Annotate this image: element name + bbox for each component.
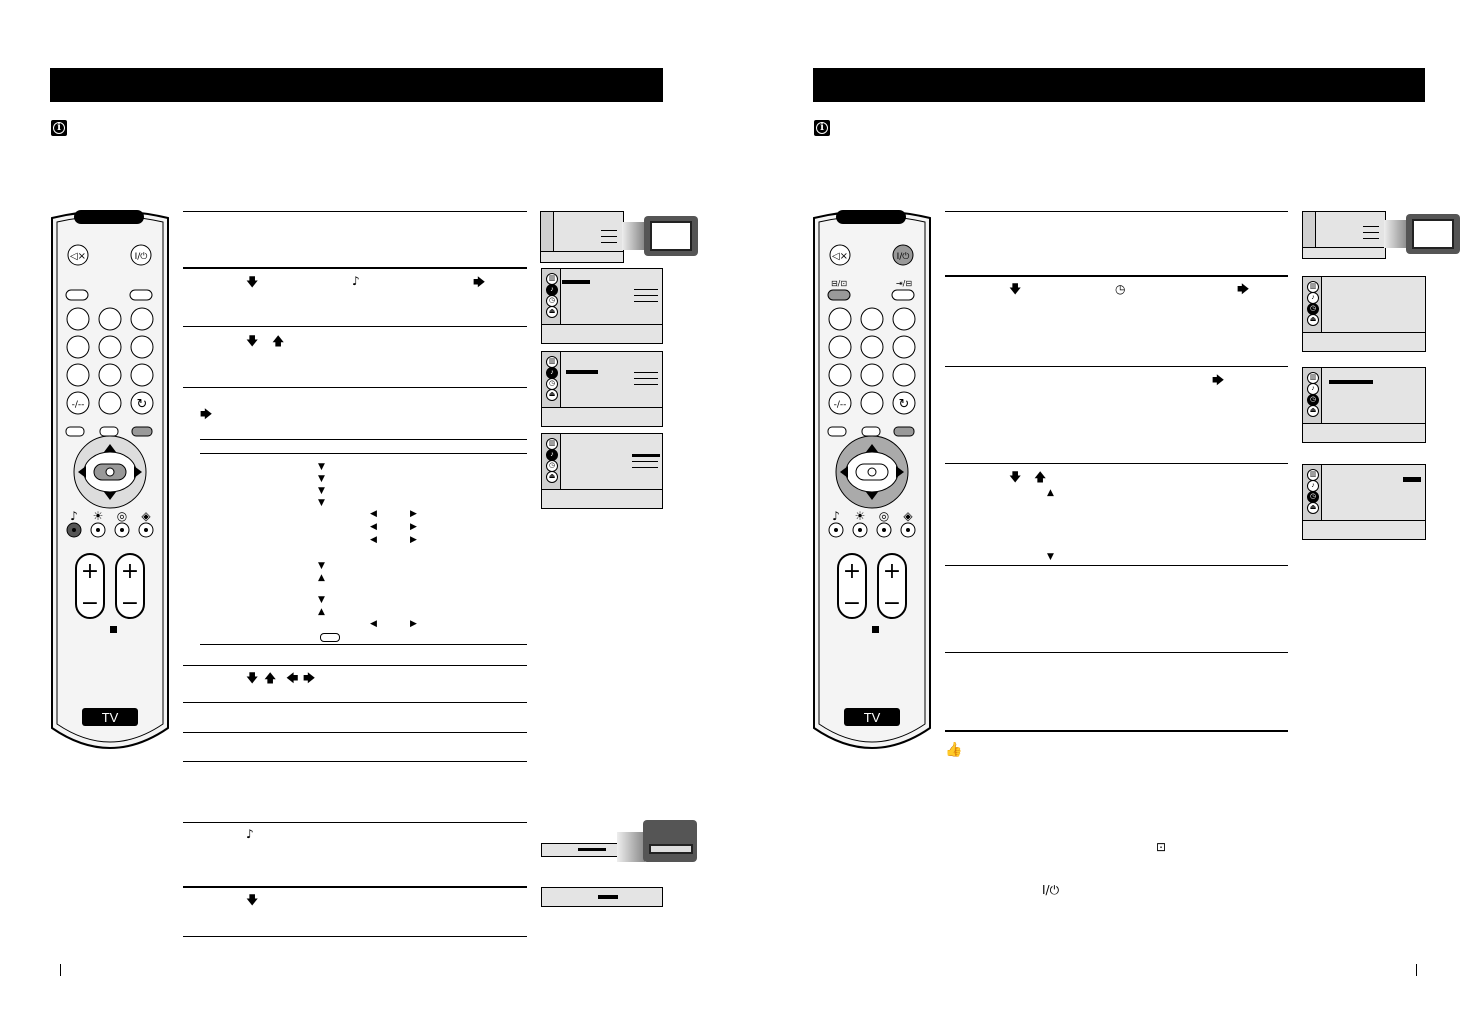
triangle-right-icon: ▶ xyxy=(410,535,417,545)
svg-text:☀: ☀ xyxy=(854,509,866,523)
triangle-right-icon: ▶ xyxy=(410,619,417,629)
remote-tv-label-right: TV xyxy=(863,710,881,725)
svg-text:I/⏻: I/⏻ xyxy=(134,252,148,262)
svg-text:-/--: -/-- xyxy=(71,400,85,410)
svg-text:I/⏻: I/⏻ xyxy=(896,252,910,262)
svg-text:☀: ☀ xyxy=(92,509,104,523)
arrow-left-icon: 🡄 xyxy=(286,671,299,685)
level-indicator xyxy=(541,887,663,907)
remote-control-right xyxy=(810,208,934,756)
triangle-down-icon: ▼ xyxy=(318,462,325,472)
ok-button-icon xyxy=(320,633,340,642)
note-icon: ♪ xyxy=(246,827,254,841)
arrow-up-icon: 🡅 xyxy=(272,334,285,348)
triangle-left-icon: ◀ xyxy=(370,619,377,629)
teletext-icon: ⊡ xyxy=(1156,840,1167,854)
hand-icon: 👍 xyxy=(945,742,963,758)
tv-set-icon-2 xyxy=(643,820,697,862)
arrow-up-icon: 🡅 xyxy=(264,671,277,685)
svg-text:−: − xyxy=(842,591,862,616)
svg-text:⊟/⊡: ⊟/⊡ xyxy=(830,279,848,288)
timer-menu-screen-2: ▥ ♪ ◷ ⏏ xyxy=(1302,367,1426,443)
tv-set-icon-right xyxy=(1406,214,1460,254)
triangle-left-icon: ◀ xyxy=(370,535,377,545)
svg-text:↻: ↻ xyxy=(898,397,910,412)
remote-control-left xyxy=(48,208,172,756)
svg-text:⇥/⊟: ⇥/⊟ xyxy=(895,279,913,288)
triangle-left-icon: ◀ xyxy=(370,509,377,519)
right-header-bar xyxy=(813,68,1425,102)
svg-text:+: + xyxy=(120,559,140,584)
triangle-up-icon: ▲ xyxy=(318,573,325,583)
sound-menu-screen-2: ▥ ♪ ◷ ⏏ xyxy=(541,351,663,427)
svg-text:◎: ◎ xyxy=(116,509,128,523)
left-header-bar xyxy=(50,68,663,102)
triangle-down-icon: ▼ xyxy=(318,486,325,496)
arrow-down-icon: 🡇 xyxy=(246,275,259,289)
svg-text:−: − xyxy=(882,591,902,616)
timer-icon: ◷ xyxy=(1115,282,1126,296)
triangle-down-icon: ▼ xyxy=(318,474,325,484)
remote-tv-label: TV xyxy=(101,710,119,725)
note-icon: ♪ xyxy=(352,274,360,288)
volume-bar-screen xyxy=(541,843,618,857)
menu-screen-main-right xyxy=(1302,211,1386,259)
svg-text:+: + xyxy=(842,559,862,584)
triangle-down-icon: ▼ xyxy=(318,561,325,571)
arrow-right-icon: 🡆 xyxy=(1212,373,1225,387)
arrow-right-icon: 🡆 xyxy=(200,407,213,421)
svg-text:+: + xyxy=(882,559,902,584)
menu-screen-main xyxy=(540,211,624,263)
info-icon: i xyxy=(51,120,67,136)
arrow-down-icon: 🡇 xyxy=(246,893,259,907)
arrow-down-icon: 🡇 xyxy=(246,334,259,348)
timer-menu-screen-3: ▥ ♪ ◷ ⏏ xyxy=(1302,464,1426,540)
triangle-left-icon: ◀ xyxy=(370,522,377,532)
triangle-up-icon: ▲ xyxy=(318,607,325,617)
svg-text:◁×: ◁× xyxy=(69,251,87,262)
svg-text:◈: ◈ xyxy=(141,509,151,523)
triangle-up-icon: ▲ xyxy=(1047,488,1054,498)
arrow-right-icon: 🡆 xyxy=(473,275,486,289)
svg-text:◁×: ◁× xyxy=(831,251,849,262)
info-icon-right: i xyxy=(814,120,830,136)
sound-menu-screen: ▥ ♪ ◷ ⏏ xyxy=(541,268,663,344)
page-mark-left xyxy=(60,964,61,976)
svg-text:♪: ♪ xyxy=(832,509,840,523)
triangle-down-icon: ▼ xyxy=(1047,552,1054,562)
arrow-down-icon: 🡇 xyxy=(1009,282,1022,296)
svg-text:♪: ♪ xyxy=(70,509,78,523)
triangle-right-icon: ▶ xyxy=(410,522,417,532)
svg-text:-/--: -/-- xyxy=(833,400,847,410)
triangle-down-icon: ▼ xyxy=(318,595,325,605)
triangle-down-icon: ▼ xyxy=(318,498,325,508)
timer-menu-screen: ▥ ♪ ◷ ⏏ xyxy=(1302,276,1426,352)
sound-menu-screen-3: ▥ ♪ ◷ ⏏ xyxy=(541,433,663,509)
tv-set-icon xyxy=(644,216,698,256)
svg-text:◎: ◎ xyxy=(878,509,890,523)
svg-text:+: + xyxy=(80,559,100,584)
arrow-up-icon: 🡅 xyxy=(1034,470,1047,484)
svg-text:−: − xyxy=(120,591,140,616)
page-mark-right xyxy=(1416,964,1417,976)
power-icon: I/⏻ xyxy=(1042,883,1060,897)
svg-text:↻: ↻ xyxy=(136,397,148,412)
arrow-right-icon: 🡆 xyxy=(303,671,316,685)
arrow-right-icon: 🡆 xyxy=(1237,282,1250,296)
triangle-right-icon: ▶ xyxy=(410,509,417,519)
arrow-down-icon: 🡇 xyxy=(1009,470,1022,484)
svg-text:−: − xyxy=(80,591,100,616)
arrow-down-icon: 🡇 xyxy=(246,671,259,685)
svg-text:◈: ◈ xyxy=(903,509,913,523)
